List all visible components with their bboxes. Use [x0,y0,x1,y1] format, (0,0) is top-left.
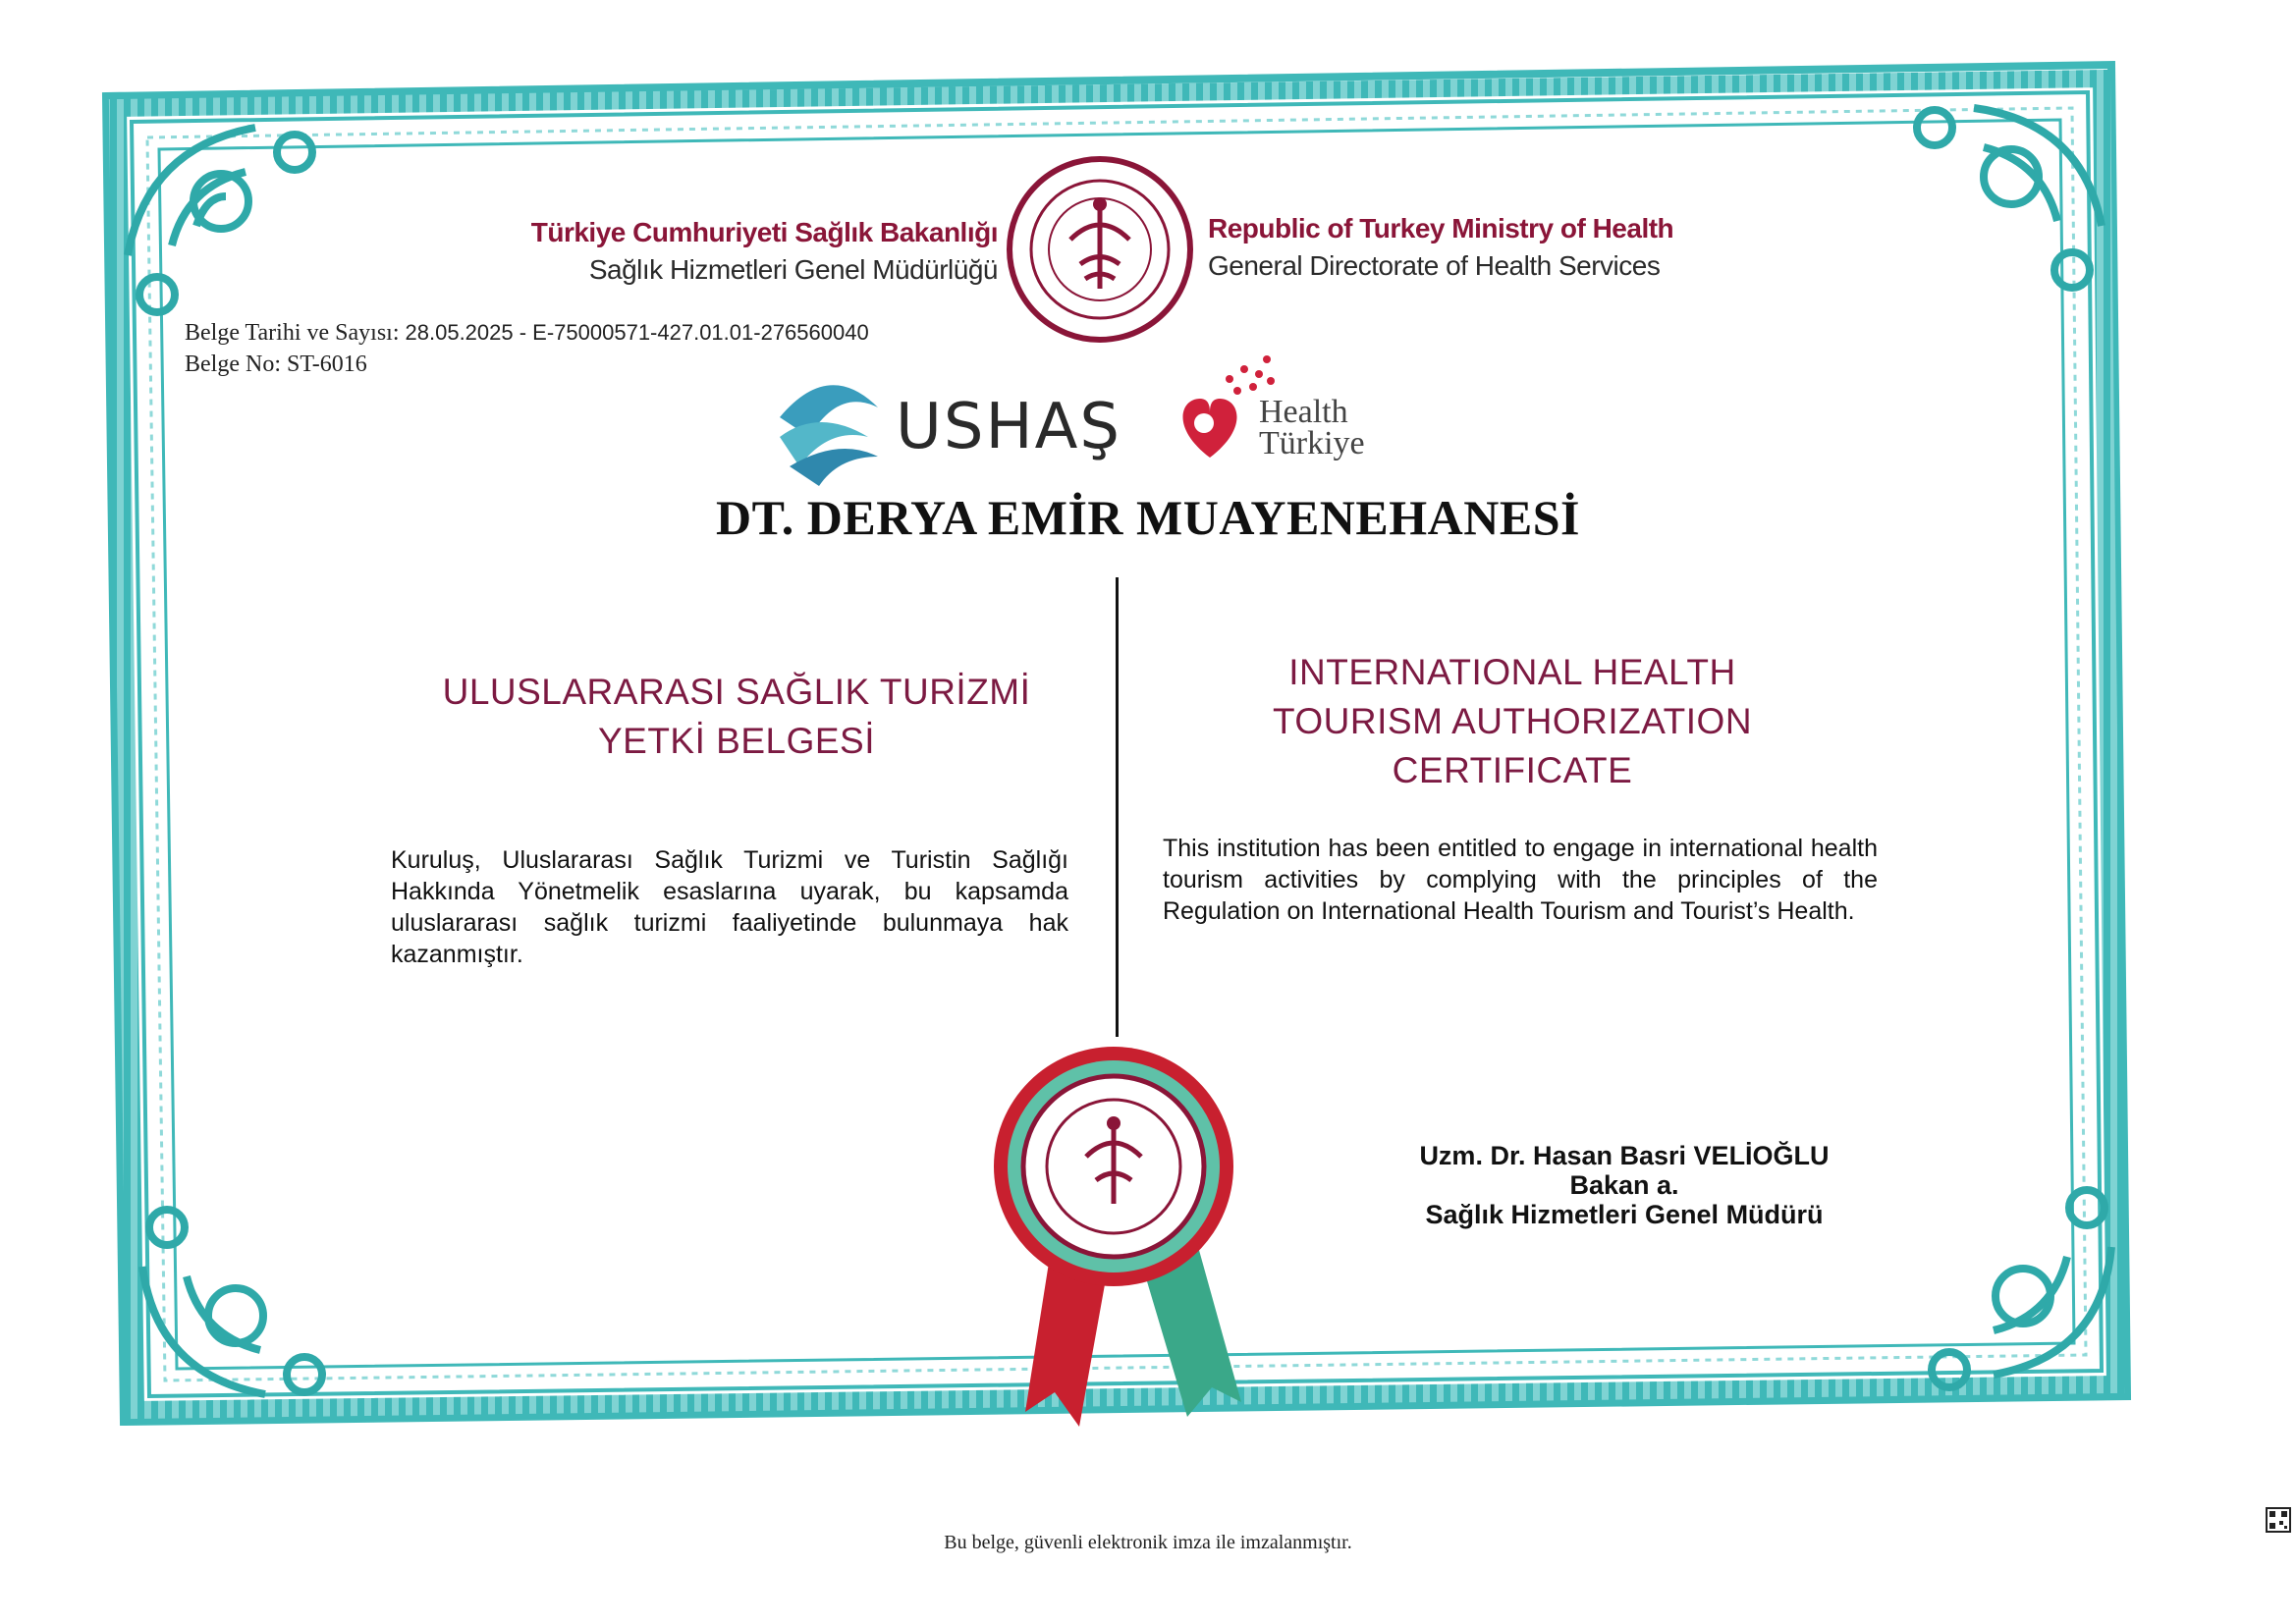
directorate-name-en: General Directorate of Health Services [1208,250,1661,281]
certificate-body-en: This institution has been entitled to engage in international health tourism activities by complying with the principles of the Regulation on International Health Tourism and Tourist’s Health. [1163,835,1878,925]
health-word: Health [1259,394,1348,430]
document-number [185,352,367,378]
ministry-header-tr [531,214,998,289]
qr-code [2267,1508,2290,1532]
certificate-body-tr: Kuruluş, Uluslararası Sağlık Turizmi ve Turistin Sağlığı Hakkında Yönetmelik esaslarına uyarak, bu kapsamda uluslararası sağlık turizmi faaliyetinde bulunmaya hak kazanmıştır. [391,846,1068,968]
institution-name: DT. DERYA EMİR MUAYENEHANESİ [716,490,1580,545]
doc-no-label: Belge No: [185,352,281,377]
signatory-block [1375,1141,1874,1229]
heading-tr-line1: ULUSLARARASI SAĞLIK TURİZMİ [442,672,1031,712]
signatory-name: Uzm. Dr. Hasan Basri VELİOĞLU [1419,1141,1830,1170]
ushas-logo-text: USHAŞ [896,391,1121,463]
heading-en-line2: TOURISM AUTHORIZATION [1272,701,1753,741]
certificate-heading-en [1178,648,1846,795]
certificate-heading-tr [412,668,1061,766]
heading-en-line1: INTERNATIONAL HEALTH [1288,652,1736,692]
heading-tr-line2: YETKİ BELGESİ [597,721,876,761]
turkiye-word: Türkiye [1259,425,1365,461]
ministry-seal-top [1010,159,1190,340]
corner-ornament-bottom-right [1932,1190,2111,1387]
health-turkiye-logo-text [1259,394,1365,461]
date-number-label: Belge Tarihi ve Sayısı: [185,320,400,346]
signatory-on-behalf: Bakan a. [1569,1170,1679,1200]
corner-ornament-top-left [128,128,312,312]
e-signature-note: Bu belge, güvenli elektronik imza ile imzalanmıştır. [944,1532,1352,1553]
ministry-header-en [1208,210,1673,285]
doc-no-value: ST-6016 [286,352,367,377]
date-number-value: 28.05.2025 - E-75000571-427.01.01-276560040 [405,320,869,345]
directorate-name-tr: Sağlık Hizmetleri Genel Müdürlüğü [588,254,998,285]
signatory-title: Sağlık Hizmetleri Genel Müdürü [1425,1200,1824,1229]
ministry-name-en: Republic of Turkey Ministry of Health [1208,213,1674,244]
ministry-name-tr: Türkiye Cumhuriyeti Sağlık Bakanlığı [530,217,998,247]
heading-en-line3: CERTIFICATE [1392,750,1633,790]
document-date-number [185,320,869,347]
column-divider [1116,577,1119,1037]
ushas-logo-mark [780,385,878,486]
rosette-seal [994,1047,1241,1427]
